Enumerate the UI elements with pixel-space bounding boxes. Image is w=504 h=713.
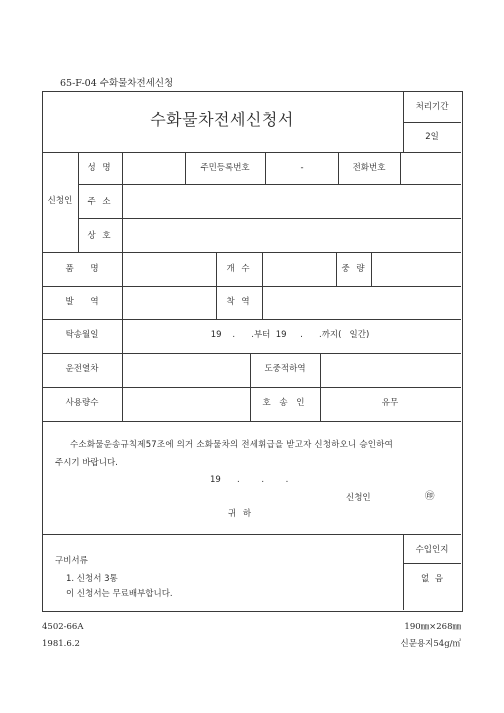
shipping-period-value: 19 . .부터 19 . .까지( 일간) <box>210 330 370 340</box>
rule <box>262 252 263 319</box>
rule <box>43 252 461 253</box>
rule <box>43 152 461 153</box>
processing-period-value: 2일 <box>425 132 439 142</box>
paper-size: 190㎜×268㎜ <box>404 622 461 632</box>
trade-name-label: 상 호 <box>87 231 113 241</box>
rule <box>122 152 123 421</box>
weight-label: 중 량 <box>341 264 367 274</box>
operating-train-label: 운전열차 <box>65 364 99 374</box>
declaration-line-2: 주시기 바랍니다. <box>55 458 118 468</box>
escort-value: 유무 <box>381 398 399 408</box>
rule <box>403 563 461 564</box>
address-label: 주 소 <box>87 197 113 207</box>
rule <box>185 152 186 185</box>
form-code: 65-F-04 수화물차전세신청 <box>60 78 174 89</box>
addressee: 귀 하 <box>228 509 252 519</box>
usage-count-label: 사용량수 <box>65 398 99 408</box>
rule <box>43 421 461 422</box>
arrival-station-label: 착 역 <box>226 297 252 307</box>
required-document-item: 1. 신청서 3통 <box>66 574 118 584</box>
required-documents-title: 구비서류 <box>55 556 88 566</box>
rule <box>403 92 404 153</box>
rule <box>250 353 251 421</box>
paper-type: 신문용지54g/㎡ <box>400 639 461 649</box>
rule <box>400 152 401 185</box>
count-label: 개 수 <box>226 264 252 274</box>
seal-mark: ㊞ <box>425 491 435 502</box>
rule <box>78 152 79 252</box>
escort-label: 호 송 인 <box>262 398 308 408</box>
rule <box>43 534 461 535</box>
rule <box>216 252 217 319</box>
signer-label: 신청인 <box>346 493 371 503</box>
rule <box>403 534 404 610</box>
form-number: 4502-66A <box>42 622 84 632</box>
free-distribution-note: 이 신청서는 무료배부합니다. <box>66 589 173 599</box>
rule <box>320 353 321 421</box>
rule <box>43 319 461 320</box>
applicant-label: 신청인 <box>47 196 73 206</box>
declaration-line-1: 수소화물운송규칙제57조에 의거 소화물차의 전세휘급을 받고자 신청하오니 승인하여 <box>70 440 394 450</box>
rule <box>43 353 461 354</box>
resident-id-dash: - <box>300 163 304 173</box>
departure-station-label: 발 역 <box>65 297 99 307</box>
rule <box>43 286 461 287</box>
resident-id-label: 주민등록번호 <box>200 163 250 173</box>
processing-period-label: 처리기간 <box>415 102 449 112</box>
item-name-label: 품 명 <box>65 264 99 274</box>
form-date: 1981.6.2 <box>42 639 80 649</box>
revenue-stamp-label: 수입인지 <box>415 545 449 555</box>
revenue-stamp-value: 없 음 <box>420 574 444 584</box>
rule <box>338 152 339 185</box>
rule <box>43 387 461 388</box>
form-title: 수화물차전세신청서 <box>150 110 294 129</box>
en-route-station-label: 도중적하역 <box>264 364 306 374</box>
rule <box>336 252 337 286</box>
shipping-date-label: 탁송월일 <box>65 330 99 340</box>
name-label: 성 명 <box>87 163 113 173</box>
rule <box>403 122 461 123</box>
rule <box>78 218 461 219</box>
phone-label: 전화번호 <box>352 163 386 173</box>
rule <box>265 152 266 185</box>
rule <box>78 184 461 185</box>
rule <box>371 252 372 286</box>
application-date: 19 . . . <box>210 475 289 485</box>
